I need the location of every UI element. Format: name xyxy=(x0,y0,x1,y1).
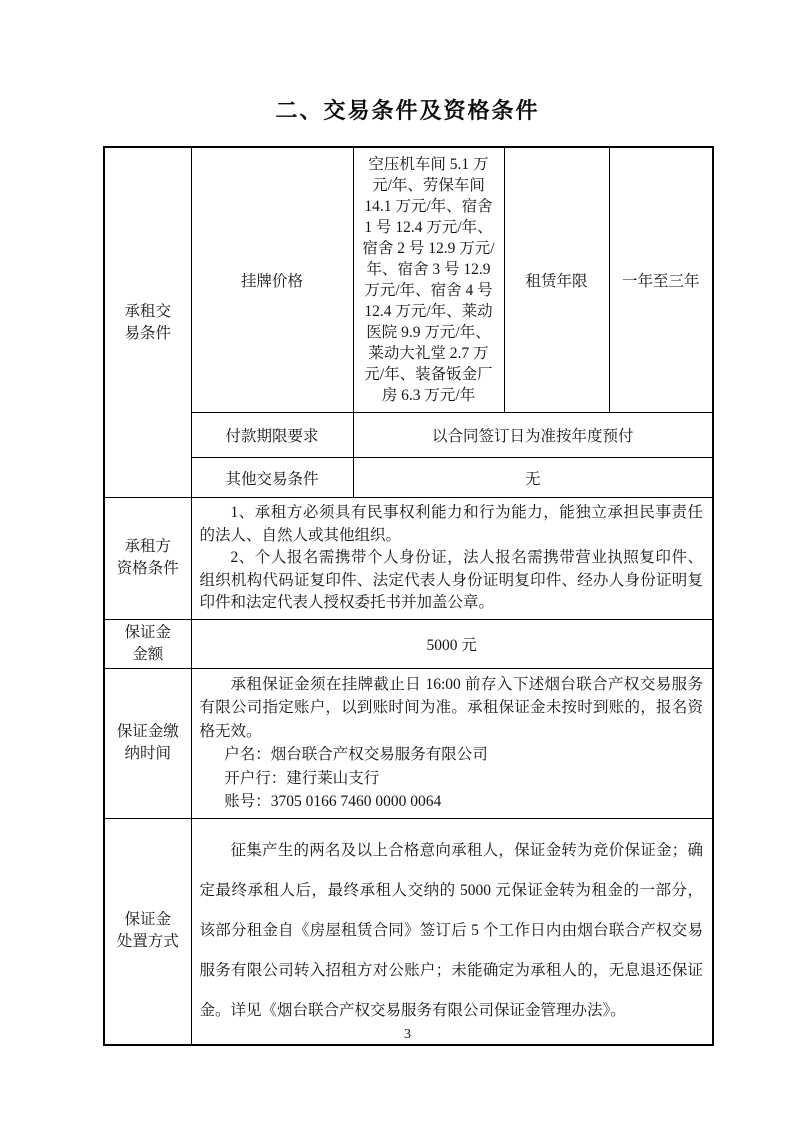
conditions-table xyxy=(103,146,714,1046)
row-header-line: 承租交 xyxy=(124,302,171,320)
other-conditions-value: 无 xyxy=(353,458,713,498)
listing-price-value: 空压机车间 5.1 万元/年、劳保车间 14.1 万元/年、宿舍 1 号 12.4 万元/年、宿舍 2 号 12.9 万元/年、宿舍 3 号 12.9 万元/年、宿舍 4 号 12.4 万元/年、莱动医院 9.9 万元/年、莱动大礼堂 2.7 万元/年、装备钣金厂房 6.3 万元/年 xyxy=(353,147,504,413)
row-header-line: 承租方 xyxy=(124,538,171,556)
row-header-line: 资格条件 xyxy=(116,560,179,578)
deposit-payment-text-cell xyxy=(191,668,713,818)
deposit-disposal-text-cell xyxy=(191,818,713,1045)
table-row xyxy=(104,413,713,458)
deposit-account-name: 户名：烟台联合产权交易服务有限公司 xyxy=(224,746,488,763)
row-header-deposit-disposal xyxy=(104,818,191,1045)
deposit-amount-value: 5000 元 xyxy=(191,619,713,668)
row-header-line: 保证金缴 xyxy=(116,723,179,740)
deposit-account-number: 账号：3705 0166 7460 0000 0064 xyxy=(224,793,442,810)
table-row xyxy=(104,668,713,818)
listing-price-label: 挂牌价格 xyxy=(191,147,353,413)
page-title: 二、交易条件及资格条件 xyxy=(275,98,540,123)
row-header-lease-transaction-conditions xyxy=(104,147,191,498)
table-row xyxy=(104,458,713,498)
row-header-line: 纳时间 xyxy=(124,745,171,762)
row-header-line: 保证金 xyxy=(124,911,171,929)
lease-term-label: 租赁年限 xyxy=(504,147,609,413)
row-header-line: 保证金 xyxy=(124,623,171,641)
lease-term-value: 一年至三年 xyxy=(609,147,713,413)
page-number: 3 xyxy=(404,1027,411,1042)
table-row xyxy=(104,147,713,413)
row-header-deposit-amount xyxy=(104,619,191,668)
row-header-line: 易条件 xyxy=(124,324,171,342)
deposit-bank-branch: 开户行：建行莱山支行 xyxy=(224,769,380,787)
payment-term-value: 以合同签订日为准按年度预付 xyxy=(353,413,713,458)
row-header-lessee-qualification xyxy=(104,498,191,620)
qualification-text-cell xyxy=(191,498,713,620)
row-header-line: 金额 xyxy=(132,645,164,663)
deposit-disposal-paragraph: 征集产生的两名及以上合格意向承租人，保证金转为竞价保证金；确定最终承租人后，最终承租人交纳的 5000 元保证金转为租金的一部分，该部分租金自《房屋租赁合同》签订后 5 个工作日内由烟台联合产权交易服务有限公司转入招租方对公账户；未能确定为承租人的，无息退还保证金。详见《烟台联合产权交易服务有限公司保证金管理办法》。 xyxy=(199,842,703,1020)
payment-term-label: 付款期限要求 xyxy=(191,413,353,458)
table-row xyxy=(104,818,713,1045)
row-header-line: 处置方式 xyxy=(116,933,179,951)
table-row xyxy=(104,498,713,620)
other-conditions-label: 其他交易条件 xyxy=(191,458,353,498)
table-row xyxy=(104,619,713,668)
row-header-deposit-payment-time xyxy=(104,668,191,818)
qualification-paragraph: 1、承租方必须具有民事权利能力和行为能力，能独立承担民事责任的法人、自然人或其他组织。 xyxy=(199,504,703,544)
qualification-paragraph: 2、个人报名需携带个人身份证，法人报名需携带营业执照复印件、组织机构代码证复印件、法定代表人身份证明复印件、经办人身份证明复印件和法定代表人授权委托书并加盖公章。 xyxy=(199,549,703,611)
deposit-payment-paragraph: 承租保证金须在挂牌截止日 16:00 前存入下述烟台联合产权交易服务有限公司指定账户，以到账时间为准。承租保证金未按时到账的，报名资格无效。 xyxy=(199,675,703,740)
